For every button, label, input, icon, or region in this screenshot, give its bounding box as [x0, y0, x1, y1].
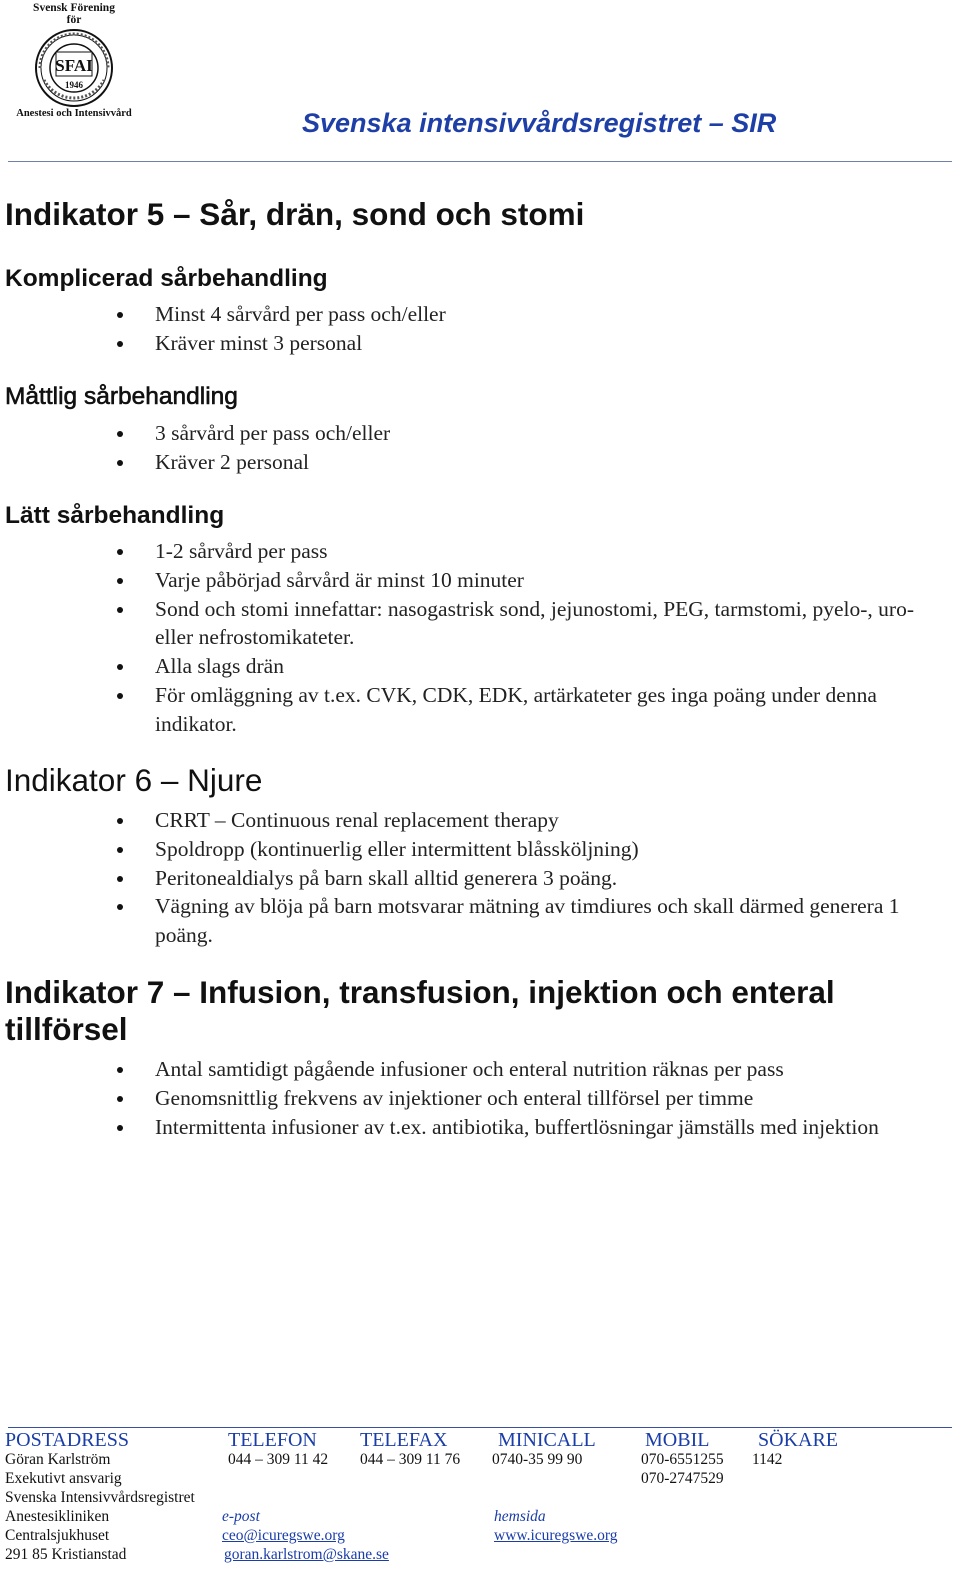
footer-address-line: Exekutivt ansvarig [5, 1470, 122, 1487]
footer-header-mobil: MOBIL [645, 1429, 710, 1451]
logo-bottom-text: Anestesi och Intensivvård [16, 108, 132, 119]
bullet-icon [117, 1067, 123, 1073]
list-item: Intermittenta infusioner av t.ex. antibiotika, buffertlösningar jämställs med injektion [0, 1113, 935, 1142]
footer-epost-link-1[interactable]: ceo@icuregswe.org [222, 1527, 345, 1544]
bullet-icon [117, 578, 123, 584]
bullet-icon [117, 904, 123, 910]
footer-address-line: Centralsjukhuset [5, 1527, 110, 1544]
footer-epost-label: e-post [222, 1508, 260, 1525]
logo-seal-year: 1946 [65, 80, 83, 90]
bullet-icon [117, 607, 123, 613]
indikator-7-title-line-1: Indikator 7 – Infusion, transfusion, injektion och enteral [5, 974, 835, 1010]
list-item: 1-2 sårvård per pass [0, 537, 935, 566]
indikator-7-title-line-2: tillförsel [5, 1011, 128, 1047]
list-item: Sond och stomi innefattar: nasogastrisk sond, jejunostomi, PEG, tarmstomi, pyelo-, uro- eller nefrostomikateter. [0, 595, 935, 653]
mattlig-list [0, 419, 935, 477]
logo-seal-icon [30, 28, 118, 108]
footer-address-line: Anestesikliniken [5, 1508, 110, 1525]
bullet-icon [117, 693, 123, 699]
list-item: CRRT – Continuous renal replacement therapy [0, 806, 935, 835]
list-item: Antal samtidigt pågående infusioner och enteral nutrition räknas per pass [0, 1055, 935, 1084]
logo-top-line-2: för [66, 14, 82, 26]
mattlig-heading: Måttlig sårbehandling [5, 383, 238, 410]
header-divider [8, 161, 952, 162]
header-title: Svenska intensivvårdsregistret – SIR [302, 108, 777, 138]
footer-header-telefon: TELEFON [228, 1429, 317, 1451]
footer-epost-link-2[interactable]: goran.karlstrom@skane.se [224, 1546, 389, 1563]
list-item: Minst 4 sårvård per pass och/eller [0, 300, 935, 329]
bullet-icon [117, 312, 123, 318]
list-item: Peritonealdialys på barn skall alltid generera 3 poäng. [0, 864, 935, 893]
footer-telefon-value: 044 – 309 11 42 [228, 1451, 329, 1468]
bullet-icon [117, 431, 123, 437]
footer-sokare-value: 1142 [752, 1451, 783, 1468]
footer-hemsida-label: hemsida [494, 1508, 546, 1525]
komplicerad-heading: Komplicerad sårbehandling [5, 265, 328, 292]
latt-heading: Lätt sårbehandling [5, 502, 225, 529]
list-item: Kräver minst 3 personal [0, 329, 935, 358]
list-item: Alla slags drän [0, 652, 935, 681]
indikator-6-list [0, 806, 935, 950]
list-item: Kräver 2 personal [0, 448, 935, 477]
latt-list [0, 537, 935, 739]
bullet-icon [117, 664, 123, 670]
bullet-icon [117, 549, 123, 555]
footer-divider [8, 1427, 952, 1428]
list-item: Genomsnittlig frekvens av injektioner och enteral tillförsel per timme [0, 1084, 935, 1113]
bullet-icon [117, 460, 123, 466]
footer-header-minicall: MINICALL [498, 1429, 596, 1451]
list-item: Varje påbörjad sårvård är minst 10 minuter [0, 566, 935, 595]
footer-mobil-value-1: 070-6551255 [641, 1451, 724, 1468]
footer-hemsida-link[interactable]: www.icuregswe.org [494, 1527, 618, 1544]
footer-minicall-value: 0740-35 99 90 [492, 1451, 583, 1468]
bullet-icon [117, 876, 123, 882]
footer-mobil-value-2: 070-2747529 [641, 1470, 724, 1487]
komplicerad-list [0, 300, 935, 358]
bullet-icon [117, 1096, 123, 1102]
footer-header-telefax: TELEFAX [360, 1429, 448, 1451]
bullet-icon [117, 818, 123, 824]
indikator-7-list [0, 1055, 935, 1141]
footer-address-line: 291 85 Kristianstad [5, 1546, 127, 1563]
footer-header-postadress: POSTADRESS [5, 1429, 129, 1451]
list-item: Vägning av blöja på barn motsvarar mätning av timdiures och skall därmed generera 1 poäng. [0, 892, 935, 950]
indikator-6-title: Indikator 6 – Njure [5, 762, 263, 798]
footer-address-line: Svenska Intensivvårdsregistret [5, 1489, 195, 1506]
indikator-5-title: Indikator 5 – Sår, drän, sond och stomi [5, 196, 585, 232]
footer-telefax-value: 044 – 309 11 76 [360, 1451, 461, 1468]
indikator-7-title [5, 974, 835, 1048]
sfai-logo [8, 2, 140, 132]
list-item: 3 sårvård per pass och/eller [0, 419, 935, 448]
bullet-icon [117, 847, 123, 853]
logo-seal-text: SFAI [55, 56, 93, 75]
logo-top-line-1: Svensk Förening [33, 2, 115, 14]
list-item: För omläggning av t.ex. CVK, CDK, EDK, artärkateter ges inga poäng under denna indikator. [0, 681, 935, 739]
bullet-icon [117, 1125, 123, 1131]
list-item: Spoldropp (kontinuerlig eller intermittent blåssköljning) [0, 835, 935, 864]
footer-address-line: Göran Karlström [5, 1451, 111, 1468]
footer-header-sokare: SÖKARE [758, 1429, 839, 1451]
bullet-icon [117, 341, 123, 347]
